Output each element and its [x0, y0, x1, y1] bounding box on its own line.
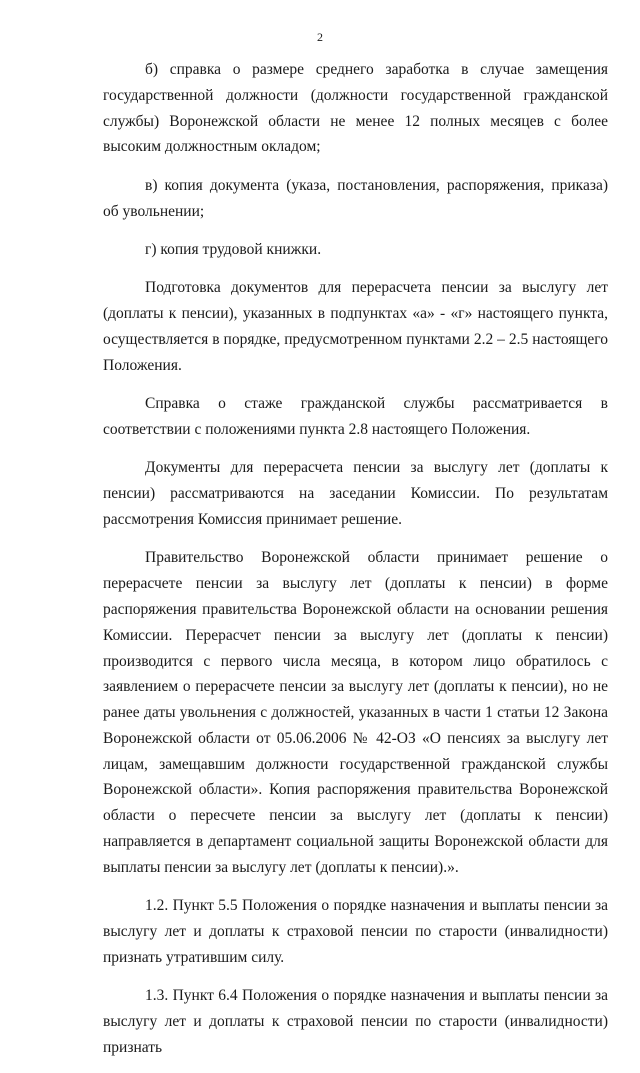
paragraph-v-dismissal-document: в) копия документа (указа, постановления, распоряжения, приказа) об увольнении; [103, 176, 608, 220]
paragraph-g-work-book-copy: г) копия трудовой книжки. [145, 240, 322, 258]
paragraph-commission-review: Документы для перерасчета пенсии за выслугу лет (доплаты к пенсии) рассматриваются на заседании Комиссии. По результатам рассмотрения Комиссия принимает решение. [103, 459, 608, 528]
paragraph-item-1-3: 1.3. Пункт 6.4 Положения о порядке назначения и выплаты пенсии за выслугу лет и доплаты к страховой пенсии по старости (инвалидности) признать [103, 987, 608, 1056]
paragraph-service-record: Справка о стаже гражданской службы рассматривается в соответствии с положениями пункта 2.8 настоящего Положения. [103, 395, 608, 438]
paragraph-b-salary-certificate: б) справка о размере среднего заработка в случае замещения государственной должности (должности государственной гражданской службы) Воронежской области не менее 12 полных месяцев с более высоким должностным окладом; [103, 61, 608, 156]
paragraph-government-decision: Правительство Воронежской области принимает решение о перерасчете пенсии за выслугу лет (доплаты к пенсии) в форме распоряжения правительства Воронежской области на основании решения Комиссии. Перерасчет пенсии за выслугу лет (доплаты к пенсии) производится с первого числа месяца, в котором лицо обратилось с заявлением о перерасчете пенсии за выслугу лет (доплаты к пенсии), но не ранее даты увольнения с должностей, указанных в части 1 статьи 12 Закона Воронежской области от 05.06.2006 № 42-ОЗ «О пенсиях за выслугу лет лицам, замещавшим должности государственной гражданской службы Воронежской области». Копия распоряжения правительства Воронежской области о пересчете пенсии за выслугу лет (доплаты к пенсии) направляется в департамент социальной защиты Воронежской области для выплаты пенсии за выслугу лет (доплаты к пенсии).». [103, 549, 608, 876]
paragraph-item-1-2: 1.2. Пункт 5.5 Положения о порядке назначения и выплаты пенсии за выслугу лет и доплаты к страховой пенсии по старости (инвалидности) признать утратившим силу. [103, 897, 608, 966]
paragraph-document-preparation: Подготовка документов для перерасчета пенсии за выслугу лет (доплаты к пенсии), указанных в подпунктах «а» - «г» настоящего пункта, осуществляется в порядке, предусмотренном пунктами 2.2 – 2.5 настоящего Положения. [103, 279, 608, 374]
document-body [103, 57, 608, 1073]
page-number: 2 [317, 30, 323, 44]
